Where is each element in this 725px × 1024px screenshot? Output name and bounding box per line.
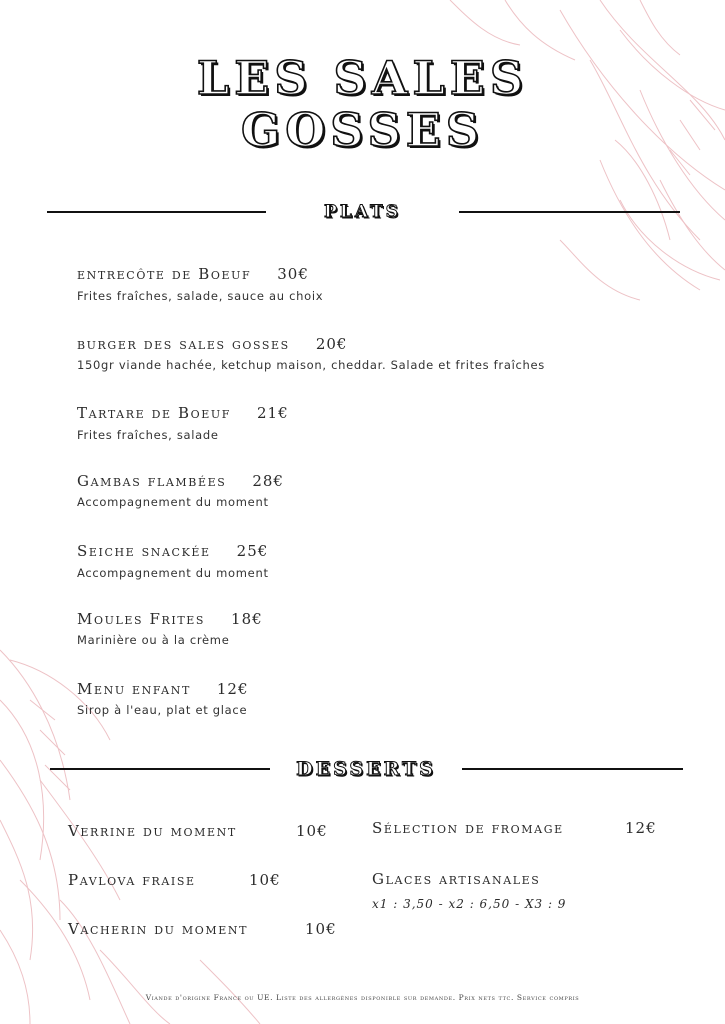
divider-right (459, 211, 680, 213)
menu-item-description: Accompagnement du moment (77, 566, 269, 580)
dessert-name: Glaces artisanales (372, 870, 541, 888)
dessert-name: Sélection de fromage (372, 819, 564, 837)
dessert-name: Pavlova fraise (68, 871, 196, 889)
menu-item-price: 12€ (216, 680, 249, 698)
menu-item-name: Seiche snackée 25€ (77, 542, 269, 560)
dessert-price: 10€ (296, 822, 328, 840)
dessert-price: 12€ (625, 819, 657, 837)
divider-left (47, 211, 266, 213)
dessert-price: 10€ (249, 871, 281, 889)
menu-item-description: Marinière ou à la crème (77, 633, 230, 647)
dessert-name: Vacherin du moment (68, 920, 249, 938)
menu-item-price: 20€ (315, 335, 348, 353)
menu-item-name: Moules Frites 18€ (77, 610, 263, 628)
divider-left (50, 768, 270, 770)
menu-item-description: Frites fraîches, salade (77, 428, 219, 442)
menu-item-price: 18€ (231, 610, 263, 628)
restaurant-title-line2: GOSSES (240, 103, 485, 157)
menu-item-description: Accompagnement du moment (77, 495, 269, 509)
glace-prices: x1 : 3,50 - x2 : 6,50 - X3 : 9 (372, 897, 567, 911)
menu-item-price: 21€ (257, 404, 289, 422)
dessert-price: 10€ (305, 920, 337, 938)
menu-item-name: Tartare de Boeuf 21€ (77, 404, 289, 422)
menu-item-description: Sirop à l'eau, plat et glace (77, 703, 248, 717)
section-heading-plats: PLATS (324, 202, 401, 222)
divider-right (462, 768, 683, 770)
section-heading-desserts: DESSERTS (296, 758, 436, 780)
menu-item-description: 150gr viande hachée, ketchup maison, cheddar. Salade et frites fraîches (77, 358, 545, 372)
restaurant-title-line1: LES SALES (196, 51, 529, 105)
footer-note: Viande d'origine France ou UE. Liste des allergènes disponible sur demande. Prix nets ttc. Service compris (145, 993, 580, 1002)
menu-item-name: entrecôte de Boeuf 30€ (77, 265, 309, 283)
menu-item-price: 28€ (252, 472, 284, 490)
dessert-name: Verrine du moment (68, 822, 237, 840)
menu-item-price: 30€ (277, 265, 309, 283)
menu-item-price: 25€ (236, 542, 269, 560)
menu-item-name: Menu enfant 12€ (77, 680, 249, 698)
menu-item-description: Frites fraîches, salade, sauce au choix (77, 289, 324, 303)
menu-item-name: Gambas flambées 28€ (77, 472, 284, 490)
menu-item-name: burger des sales gosses 20€ (77, 335, 348, 353)
